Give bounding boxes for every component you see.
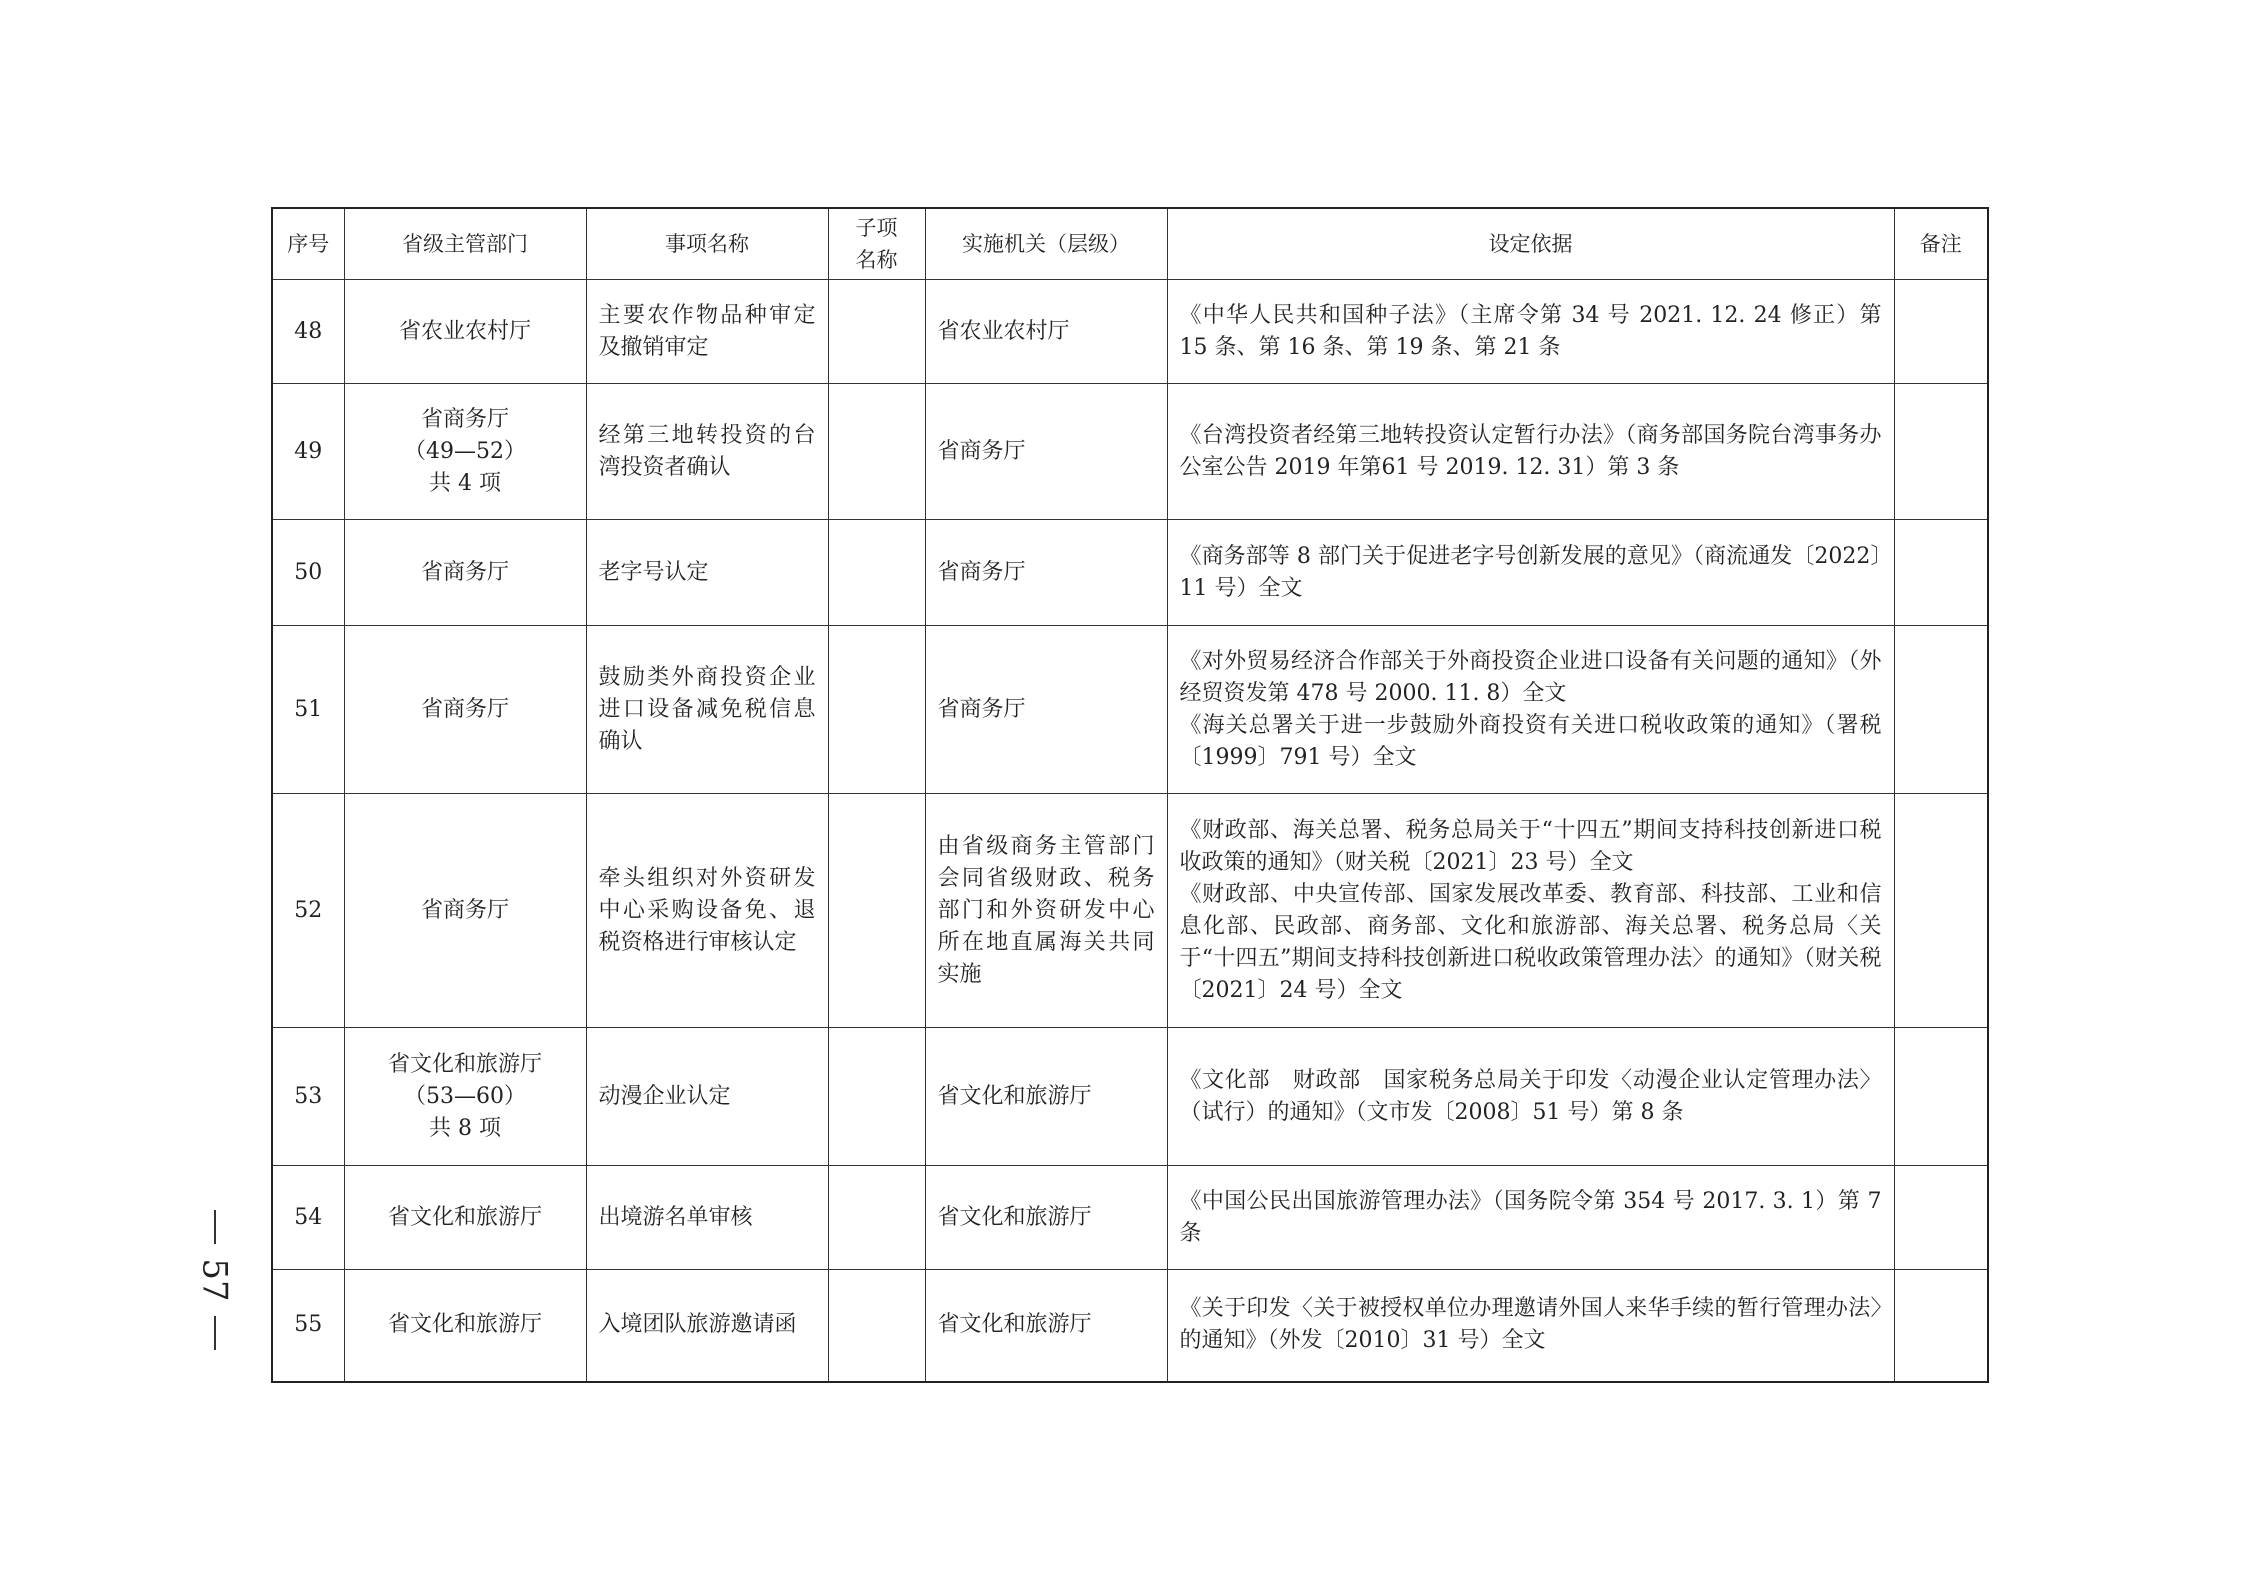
cell-item: 老字号认定: [586, 520, 828, 626]
cell-sub: [828, 626, 925, 794]
cell-org: 省文化和旅游厅: [925, 1028, 1167, 1166]
cell-note: [1894, 626, 1988, 794]
cell-org: 省文化和旅游厅: [925, 1166, 1167, 1270]
cell-basis: 《财政部、海关总署、税务总局关于“十四五”期间支持科技创新进口税收政策的通知》（财关税〔2021〕23 号）全文 《财政部、中央宣传部、国家发展改革委、教育部、科技部、工业和信息化部、民政部、商务部、文化和旅游部、海关总署、税务总局〈关于“十四五”期间支持科技创新进口税收政策管理办法〉的通知》（财关税〔2021〕24 号）全文: [1167, 794, 1894, 1028]
cell-seq: 48: [272, 280, 344, 384]
cell-note: [1894, 520, 1988, 626]
cell-dept: 省文化和旅游厅: [344, 1166, 586, 1270]
cell-org: 省商务厅: [925, 626, 1167, 794]
cell-seq: 52: [272, 794, 344, 1028]
cell-dept: 省商务厅 （49—52） 共 4 项: [344, 384, 586, 520]
cell-item: 牵头组织对外资研发中心采购设备免、退税资格进行审核认定: [586, 794, 828, 1028]
table-row: [272, 1270, 1988, 1382]
cell-org: 省农业农村厅: [925, 280, 1167, 384]
cell-item: 动漫企业认定: [586, 1028, 828, 1166]
header-note: 备注: [1894, 208, 1988, 280]
table-row: [272, 520, 1988, 626]
cell-seq: 55: [272, 1270, 344, 1382]
cell-dept: 省商务厅: [344, 626, 586, 794]
cell-note: [1894, 280, 1988, 384]
cell-seq: 49: [272, 384, 344, 520]
cell-dept: 省商务厅: [344, 794, 586, 1028]
table-header-row: [272, 208, 1988, 280]
cell-item: 鼓励类外商投资企业进口设备减免税信息确认: [586, 626, 828, 794]
cell-basis: 《关于印发〈关于被授权单位办理邀请外国人来华手续的暂行管理办法〉的通知》（外发〔2010〕31 号）全文: [1167, 1270, 1894, 1382]
table-row: [272, 1028, 1988, 1166]
cell-org: 省商务厅: [925, 384, 1167, 520]
page-number-dash-top: [214, 1210, 216, 1244]
cell-sub: [828, 520, 925, 626]
cell-note: [1894, 1028, 1988, 1166]
header-basis: 设定依据: [1167, 208, 1894, 280]
cell-sub: [828, 280, 925, 384]
page-number: [190, 1190, 240, 1370]
cell-sub: [828, 1166, 925, 1270]
cell-basis: 《商务部等 8 部门关于促进老字号创新发展的意见》（商流通发〔2022〕11 号）全文: [1167, 520, 1894, 626]
cell-dept: 省农业农村厅: [344, 280, 586, 384]
cell-basis: 《文化部 财政部 国家税务总局关于印发〈动漫企业认定管理办法〉（试行）的通知》（文市发〔2008〕51 号）第 8 条: [1167, 1028, 1894, 1166]
header-subitem: 子项 名称: [828, 208, 925, 280]
table-row: [272, 626, 1988, 794]
page-number-dash-bottom: [214, 1316, 216, 1350]
cell-note: [1894, 1166, 1988, 1270]
approval-items-table: [271, 207, 1989, 1383]
cell-sub: [828, 1028, 925, 1166]
cell-note: [1894, 794, 1988, 1028]
cell-sub: [828, 384, 925, 520]
cell-seq: 50: [272, 520, 344, 626]
cell-dept: 省商务厅: [344, 520, 586, 626]
cell-note: [1894, 1270, 1988, 1382]
page-number-text: 57: [194, 1258, 235, 1302]
cell-seq: 53: [272, 1028, 344, 1166]
cell-item: 主要农作物品种审定及撤销审定: [586, 280, 828, 384]
cell-item: 出境游名单审核: [586, 1166, 828, 1270]
cell-org: 省文化和旅游厅: [925, 1270, 1167, 1382]
cell-seq: 54: [272, 1166, 344, 1270]
cell-item: 入境团队旅游邀请函: [586, 1270, 828, 1382]
cell-org: 省商务厅: [925, 520, 1167, 626]
cell-item: 经第三地转投资的台湾投资者确认: [586, 384, 828, 520]
cell-note: [1894, 384, 1988, 520]
cell-basis: 《中华人民共和国种子法》（主席令第 34 号 2021. 12. 24 修正）第 15 条、第 16 条、第 19 条、第 21 条: [1167, 280, 1894, 384]
cell-dept: 省文化和旅游厅: [344, 1270, 586, 1382]
table-row: [272, 1166, 1988, 1270]
cell-sub: [828, 794, 925, 1028]
header-dept: 省级主管部门: [344, 208, 586, 280]
table-row: [272, 384, 1988, 520]
cell-sub: [828, 1270, 925, 1382]
table-row: [272, 280, 1988, 384]
header-org: 实施机关（层级）: [925, 208, 1167, 280]
cell-basis: 《对外贸易经济合作部关于外商投资企业进口设备有关问题的通知》（外经贸资发第 478 号 2000. 11. 8）全文 《海关总署关于进一步鼓励外商投资有关进口税收政策的通知》（署税〔1999〕791 号）全文: [1167, 626, 1894, 794]
header-seq: 序号: [272, 208, 344, 280]
cell-seq: 51: [272, 626, 344, 794]
cell-org: 由省级商务主管部门会同省级财政、税务部门和外资研发中心所在地直属海关共同实施: [925, 794, 1167, 1028]
cell-basis: 《台湾投资者经第三地转投资认定暂行办法》（商务部国务院台湾事务办公室公告 2019 年第61 号 2019. 12. 31）第 3 条: [1167, 384, 1894, 520]
cell-basis: 《中国公民出国旅游管理办法》（国务院令第 354 号 2017. 3. 1）第 7 条: [1167, 1166, 1894, 1270]
header-item: 事项名称: [586, 208, 828, 280]
cell-dept: 省文化和旅游厅 （53—60） 共 8 项: [344, 1028, 586, 1166]
table-row: [272, 794, 1988, 1028]
